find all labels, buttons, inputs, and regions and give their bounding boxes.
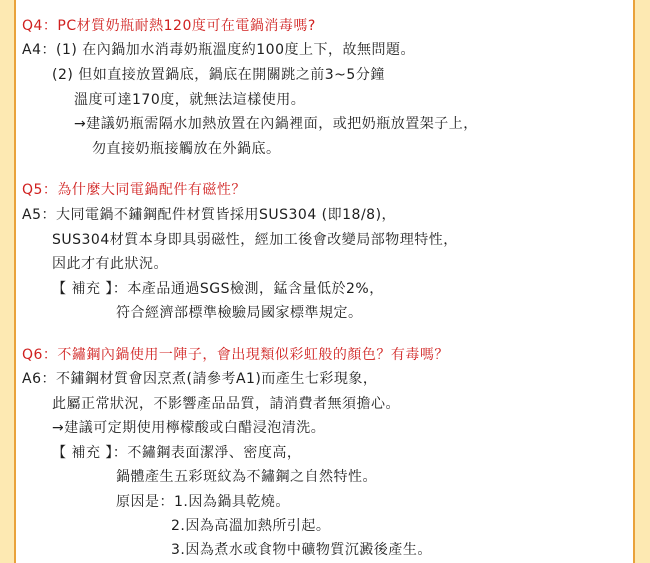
answer-a6-line-2: 此屬正常狀況，不影響產品品質，請消費者無須擔心。 (52, 396, 400, 412)
answer-a4-line-1: A4：(1) 在內鍋加水消毒奶瓶溫度約100度上下，故無問題。 (22, 42, 415, 58)
answer-a4-line-5: 勿直接奶瓶接觸放在外鍋底。 (92, 141, 281, 157)
answer-a5-supplement-1: 【 補充 】：本產品通過SGS檢測，錳含量低於2%， (52, 281, 384, 297)
answer-a4-line-3: 溫度可達170度，就無法這樣使用。 (74, 92, 306, 108)
question-q6: Q6：不鏽鋼內鍋使用一陣子，會出現類似彩虹般的顏色？有毒嗎？ (22, 347, 449, 363)
answer-a6-reason-3: 3.因為煮水或食物中礦物質沉澱後產生。 (171, 542, 432, 558)
answer-a5-line-1: A5：大同電鍋不鏽鋼配件材質皆採用SUS304 (即18/8)， (22, 207, 397, 223)
answer-a5-line-3: 因此才有此狀況。 (52, 256, 168, 272)
answer-a6-line-3: →建議可定期使用檸檬酸或白醋浸泡清洗。 (52, 420, 326, 436)
answer-a6-supplement-2: 鍋體產生五彩斑紋為不鏽鋼之自然特性。 (116, 469, 377, 485)
answer-a4-line-2: (2) 但如直接放置鍋底，鍋底在開關跳之前3~5分鐘 (52, 67, 385, 83)
answer-a4-line-4: →建議奶瓶需隔水加熱放置在內鍋裡面，或把奶瓶放置架子上， (74, 116, 478, 132)
answer-a6-supplement-1: 【 補充 】：不鏽鋼表面潔淨、密度高， (52, 445, 302, 461)
answer-a6-reason-1: 原因是：1.因為鍋具乾燒。 (116, 494, 290, 510)
answer-a5-line-2: SUS304材質本身即具弱磁性，經加工後會改變局部物理特性， (52, 232, 458, 248)
question-q4: Q4：PC材質奶瓶耐熱120度可在電鍋消毒嗎? (22, 18, 316, 34)
answer-a6-reason-2: 2.因為高溫加熱所引起。 (171, 518, 331, 534)
answer-a6-line-1: A6：不鏽鋼材質會因烹煮(請參考A1)而產生七彩現象， (22, 371, 378, 387)
answer-a5-supplement-2: 符合經濟部標準檢驗局國家標準規定。 (116, 305, 363, 321)
question-q5: Q5：為什麼大同電鍋配件有磁性？ (22, 182, 246, 198)
